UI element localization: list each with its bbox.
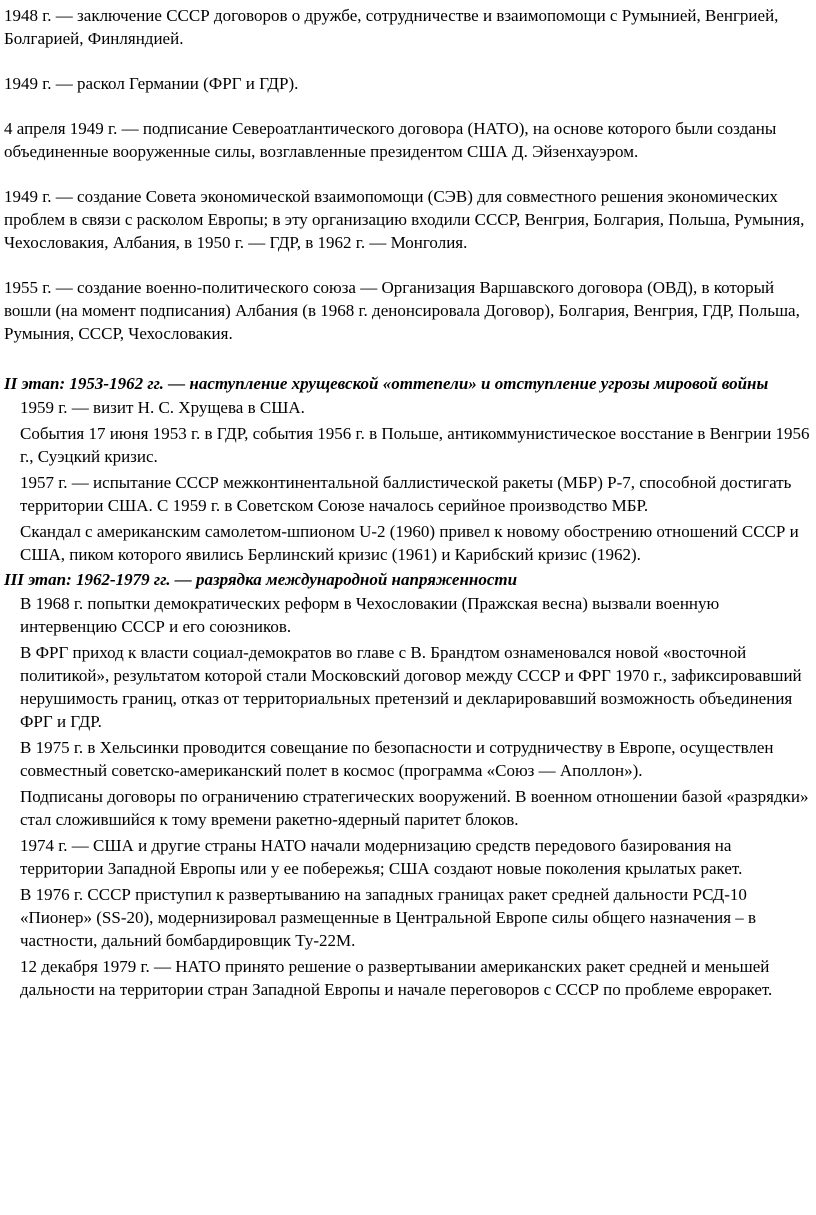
- paragraph-gap: [4, 163, 816, 185]
- paragraph-1949-germany-split: 1949 г. — раскол Германии (ФРГ и ГДР).: [4, 74, 299, 93]
- paragraph-gap: [4, 345, 816, 367]
- stage-2-item: 1959 г. — визит Н. С. Хрущева в США.: [20, 398, 305, 417]
- paragraph-gap: [4, 50, 816, 72]
- stage-3-item: В ФРГ приход к власти социал-демократов во главе с В. Брандтом ознаменовался новой «восточной политикой», результатом которой стали Московский договор между СССР и ФРГ 1970 г., зафиксировавший нерушимость границ, отказ от территориальных претензий и декларировавший возможность объединения ФРГ и ГДР.: [20, 643, 802, 731]
- paragraph-gap: [4, 254, 816, 276]
- paragraph-1955-warsaw-pact: 1955 г. — создание военно-политического союза — Организация Варшавского договора (ОВД), в который вошли (на момент подписания) Албания (в 1968 г. денонсировала Договор), Болгария, Венгрия, ГДР, Польша, Румыния, СССР, Чехословакия.: [4, 278, 800, 343]
- stage-2-item: События 17 июня 1953 г. в ГДР, события 1956 г. в Польше, антикоммунистическое восстание в Венгрии 1956 г., Суэцкий кризис.: [20, 424, 810, 466]
- stage-3-item: Подписаны договоры по ограничению стратегических вооружений. В военном отношении базой «разрядки» стал сложившийся к тому времени ракетно-ядерный паритет блоков.: [20, 787, 809, 829]
- stage-2-heading: II этап: 1953-1962 гг. — наступление хрущевской «оттепели» и отступление угрозы мировой войны: [4, 374, 769, 393]
- stage-3-item: В 1975 г. в Хельсинки проводится совещание по безопасности и сотрудничеству в Европе, осуществлен совместный советско-американский полет в космос (программа «Союз — Аполлон»).: [20, 738, 774, 780]
- stage-2-item: Скандал с американским самолетом-шпионом U-2 (1960) привел к новому обострению отношений СССР и США, пиком которого явились Берлинский кризис (1961) и Карибский кризис (1962).: [20, 522, 799, 564]
- stage-3-item: В 1968 г. попытки демократических реформ в Чехословакии (Пражская весна) вызвали военную интервенцию СССР и его союзников.: [20, 594, 720, 636]
- stage-2-item: 1957 г. — испытание СССР межконтинентальной баллистической ракеты (МБР) Р-7, способной достигать территории США. С 1959 г. в Советском Союзе началось серийное производство МБР.: [20, 473, 792, 515]
- stage-3-item: 1974 г. — США и другие страны НАТО начали модернизацию средств передового базирования на территории Западной Европы или у ее побережья; США создают новые поколения крылатых ракет.: [20, 836, 743, 878]
- paragraph-1949-nato: 4 апреля 1949 г. — подписание Североатлантического договора (НАТО), на основе которого были созданы объединенные вооруженные силы, возглавленные президентом США Д. Эйзенхауэром.: [4, 119, 777, 161]
- stage-3-heading: III этап: 1962-1979 гг. — разрядка международной напряженности: [4, 570, 518, 589]
- paragraph-gap: [4, 95, 816, 117]
- paragraph-1949-comecon: 1949 г. — создание Совета экономической взаимопомощи (СЭВ) для совместного решения экономических проблем в связи с расколом Европы; в эту организацию входили СССР, Венгрия, Болгария, Польша, Румыния, Чехословакия, Албания, в 1950 г. — ГДР, в 1962 г. — Монголия.: [4, 187, 805, 252]
- stage-3-item: 12 декабря 1979 г. — НАТО принято решение о развертывании американских ракет средней и меньшей дальности на территории стран Западной Европы и начале переговоров с СССР по проблеме евроракет.: [20, 957, 773, 999]
- stage-3-item: В 1976 г. СССР приступил к развертыванию на западных границах ракет средней дальности РСД-10 «Пионер» (SS-20), модернизировал размещенные в Центральной Европе силы общего назначения – в частности, дальний бомбардировщик Ту-22М.: [20, 885, 757, 950]
- paragraph-1948-treaties: 1948 г. — заключение СССР договоров о дружбе, сотрудничестве и взаимопомощи с Румынией, Венгрией, Болгарией, Финляндией.: [4, 6, 779, 48]
